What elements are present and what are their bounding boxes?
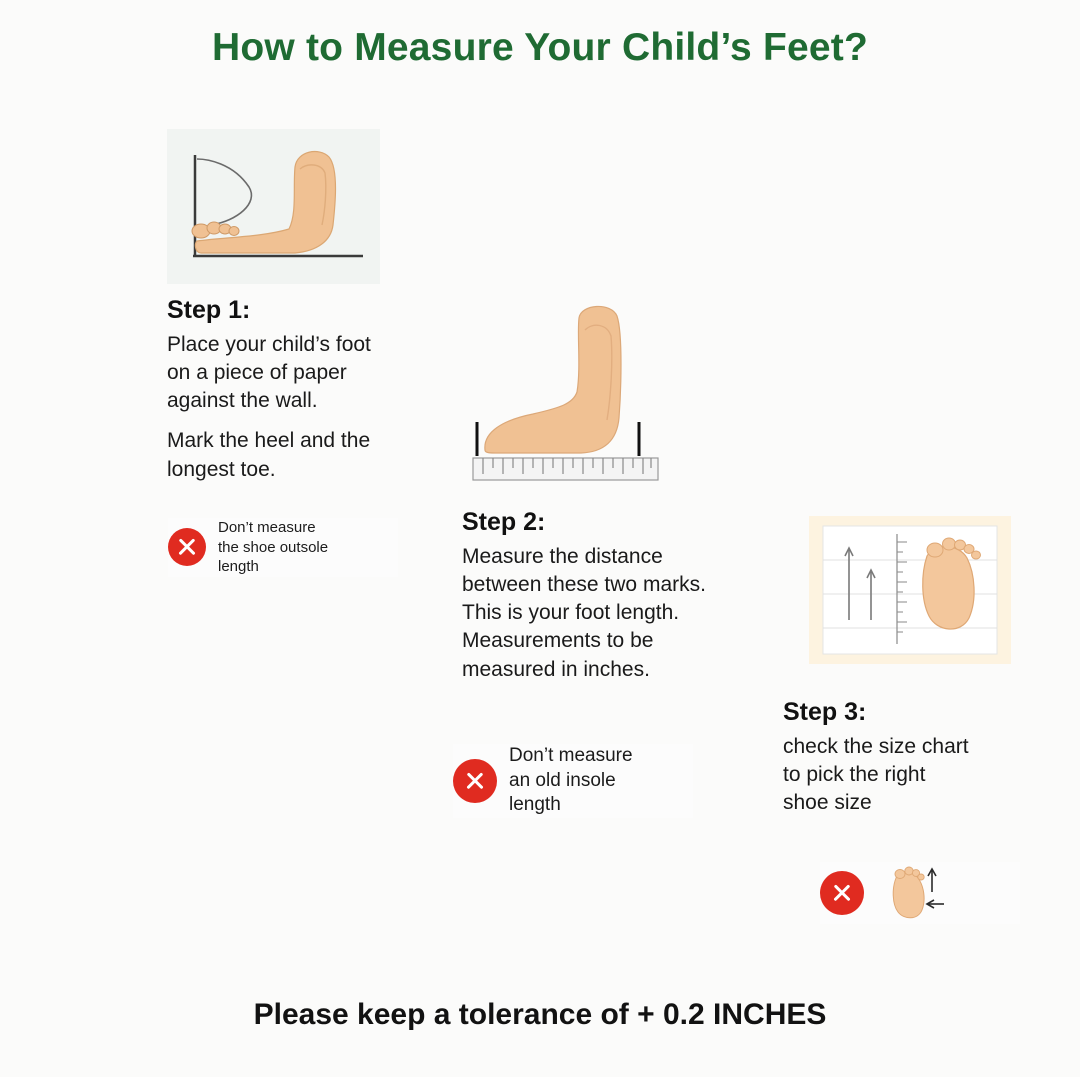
step-2-heading: Step 2: — [462, 508, 546, 536]
foot-on-ruler-illustration — [455, 300, 685, 485]
warning-1-line-2: the shoe outsole — [218, 538, 329, 556]
warning-1-line-3: length — [218, 558, 259, 575]
step-1-line-5: longest toe. — [167, 457, 276, 481]
red-x-circle-icon — [820, 871, 864, 915]
step-3-line-2: to pick the right — [783, 763, 926, 787]
tolerance-note: Please keep a tolerance of + 0.2 INCHES — [253, 998, 827, 1031]
foot-size-chart-illustration — [809, 516, 1011, 664]
step-2-block — [462, 508, 782, 684]
red-x-circle-icon — [168, 528, 206, 566]
step-3-block — [783, 698, 1023, 817]
warning-2-text — [509, 744, 633, 818]
warning-shoe-outsole — [168, 518, 398, 577]
step-3-body — [783, 733, 1023, 817]
step-2-line-1: Measure the distance — [462, 545, 663, 568]
step-2-line-5: measured in inches. — [462, 657, 650, 681]
step-1-line-2: on a piece of paper — [167, 361, 347, 385]
step-1-block — [167, 296, 407, 484]
step-2-line-2: between these two marks. — [462, 573, 706, 597]
step-3-heading: Step 3: — [783, 698, 867, 726]
foot-against-wall-illustration — [167, 129, 380, 284]
step-1-line-4: Mark the heel and the — [167, 429, 371, 453]
step-1-line-1: Place your child’s foot — [167, 333, 371, 356]
step-1-heading: Step 1: — [167, 296, 251, 324]
warning-2-line-2: an old insole — [509, 769, 616, 791]
step-3-line-3: shoe size — [783, 791, 872, 815]
warning-foot-measure-arrows — [820, 862, 1020, 924]
warning-2-line-1: Don’t measure — [509, 745, 633, 766]
warning-1-line-1: Don’t measure — [218, 519, 316, 536]
warning-old-insole — [453, 744, 693, 818]
step-1-body — [167, 331, 407, 484]
red-x-circle-icon — [453, 759, 497, 803]
step-3-line-1: check the size chart — [783, 735, 969, 758]
foot-with-arrows-illustration — [876, 862, 948, 924]
step-2-body — [462, 543, 782, 684]
page-title: How to Measure Your Child’s Feet? — [212, 26, 868, 69]
step-2-line-3: This is your foot length. — [462, 601, 680, 625]
warning-2-line-3: length — [509, 794, 561, 816]
step-2-line-4: Measurements to be — [462, 629, 654, 653]
step-1-line-3: against the wall. — [167, 389, 318, 413]
warning-1-text — [218, 518, 328, 577]
